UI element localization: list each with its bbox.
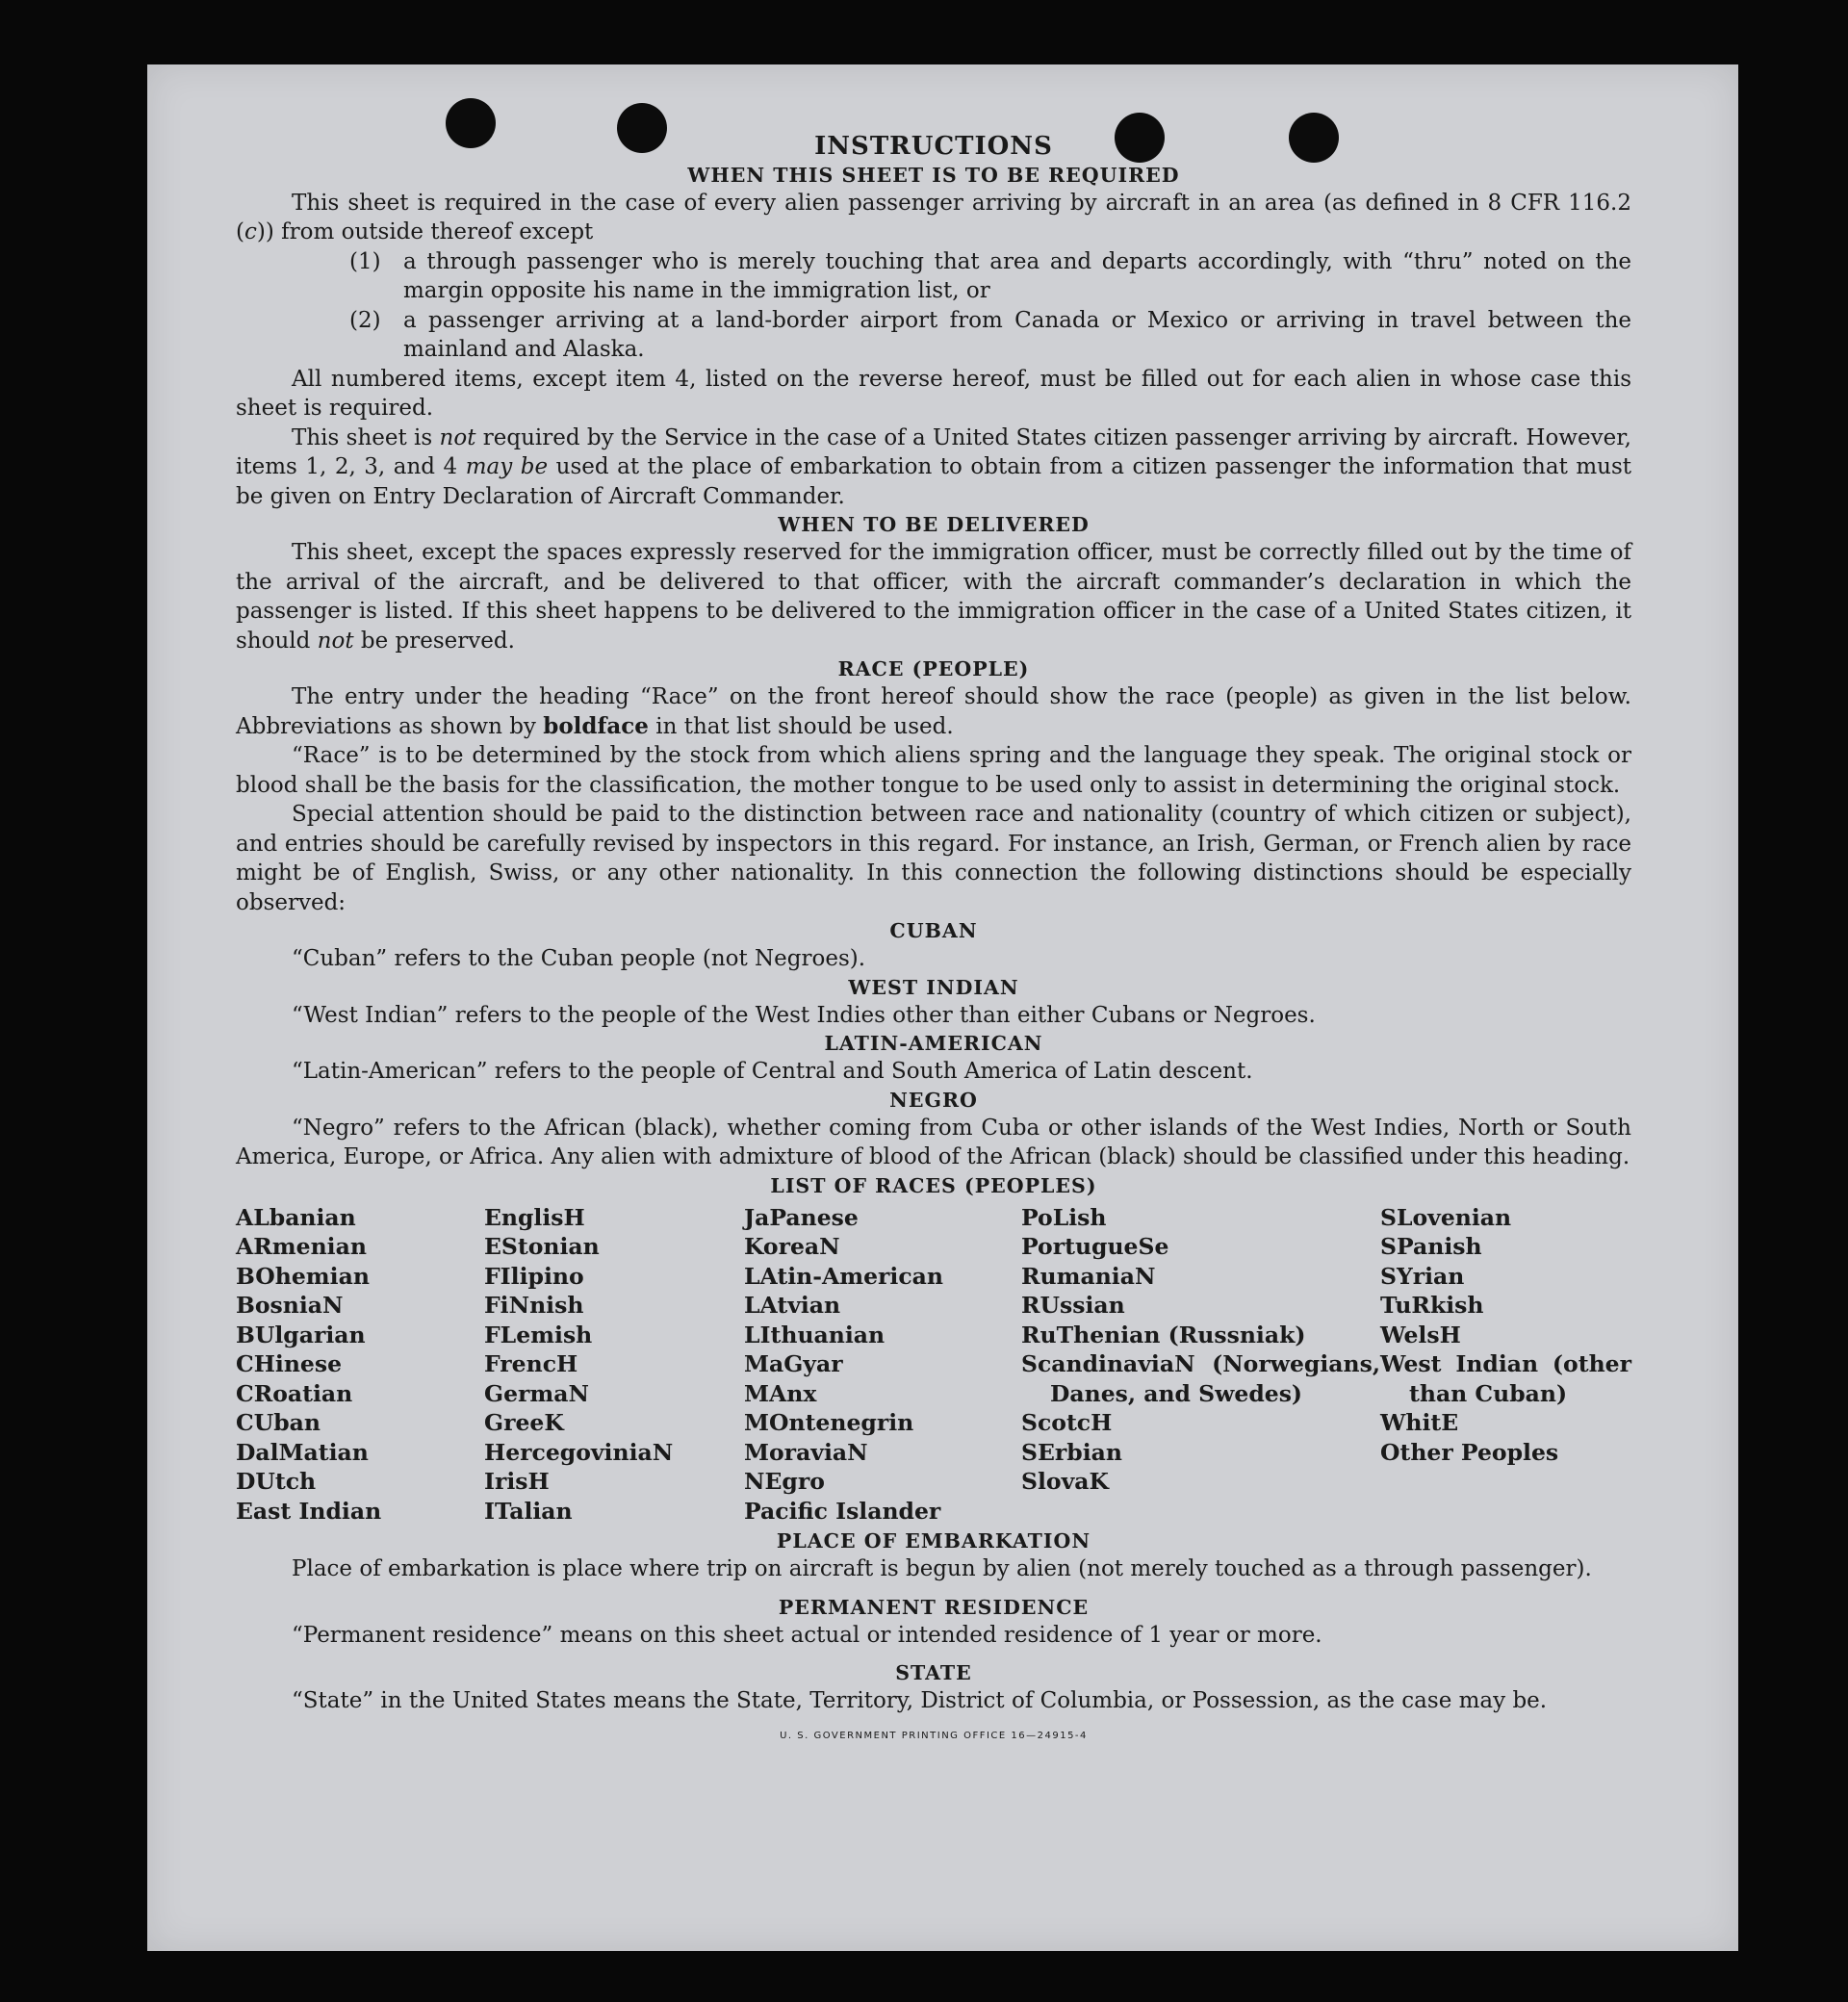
race-column-3 bbox=[744, 1203, 1021, 1527]
race-item: PoLish bbox=[1021, 1203, 1107, 1231]
item-text: a passenger arriving at a land-border airport from Canada or Mexico or arriving in travel between the mainland and Alaska. bbox=[403, 307, 1631, 362]
race-item: SYrian bbox=[1380, 1262, 1465, 1290]
paragraph: Special attention should be paid to the distinction between race and nationality (country of which citizen or subject), and entries should be carefully revised by inspectors in this regard. For instance, an Irish, German, or French alien by race might be of English, Swiss, or any other nationality. In this connection the following distinctions should be especially observed: bbox=[236, 802, 1631, 915]
paragraph bbox=[236, 538, 1631, 655]
section-heading: STATE bbox=[895, 1661, 972, 1684]
race-item: GermaN bbox=[484, 1379, 589, 1407]
race-item: SLovenian bbox=[1380, 1203, 1512, 1231]
race-item: SlovaK bbox=[1021, 1468, 1109, 1495]
race-item: DUtch bbox=[236, 1468, 317, 1495]
race-item: RUssian bbox=[1021, 1292, 1125, 1319]
race-item: LIthuanian bbox=[744, 1321, 886, 1348]
paragraph: “State” in the United States means the State, Territory, District of Columbia, or Possession, as the case may be. bbox=[292, 1688, 1548, 1713]
paragraph: “Race” is to be determined by the stock from which aliens spring and the language they speak. The original stock or blood shall be the basis for the classification, the mother tongue to be used only to assist in determining the original stock. bbox=[236, 743, 1631, 798]
race-item: ScotcH bbox=[1021, 1409, 1113, 1436]
race-item: Pacific Islander bbox=[744, 1497, 941, 1525]
paragraph: “Latin-American” refers to the people of Central and South America of Latin descent. bbox=[292, 1059, 1253, 1084]
race-item: TuRkish bbox=[1380, 1292, 1484, 1319]
text-span: in that list should be used. bbox=[648, 713, 954, 739]
italic-text: may be bbox=[465, 454, 549, 479]
race-item: RumaniaN bbox=[1021, 1262, 1156, 1290]
document-sheet bbox=[147, 64, 1738, 1951]
race-item: MaGyar bbox=[744, 1350, 843, 1377]
race-item: CHinese bbox=[236, 1350, 343, 1377]
race-item: ALbanian bbox=[236, 1203, 356, 1231]
section-heading: WEST INDIAN bbox=[848, 975, 1019, 999]
race-item: MOntenegrin bbox=[744, 1409, 914, 1436]
race-item: DalMatian bbox=[236, 1438, 369, 1466]
section-heading: WHEN THIS SHEET IS TO BE REQUIRED bbox=[687, 163, 1180, 187]
paragraph: All numbered items, except item 4, listed on the reverse hereof, must be filled out for each alien in whose case this sheet is required. bbox=[236, 366, 1631, 421]
section-heading: LIST OF RACES (PEOPLES) bbox=[770, 1173, 1097, 1197]
document-body bbox=[236, 132, 1631, 1751]
section-heading: PLACE OF EMBARKATION bbox=[776, 1529, 1091, 1553]
race-item: SPanish bbox=[1380, 1233, 1482, 1260]
section-heading: NEGRO bbox=[889, 1088, 978, 1112]
race-item: WhitE bbox=[1380, 1409, 1459, 1436]
italic-text: not bbox=[439, 424, 476, 450]
section-heading: WHEN TO BE DELIVERED bbox=[778, 513, 1090, 536]
section-heading: LATIN-AMERICAN bbox=[824, 1032, 1043, 1055]
race-item: PortugueSe bbox=[1021, 1233, 1169, 1260]
italic-text: not bbox=[317, 628, 354, 654]
race-item: SErbian bbox=[1021, 1438, 1122, 1466]
italic-text: c bbox=[244, 219, 257, 244]
race-item: FLemish bbox=[484, 1321, 593, 1348]
paragraph: “West Indian” refers to the people of the West Indies other than either Cubans or Negroes. bbox=[292, 1002, 1316, 1028]
paragraph: Place of embarkation is place where trip on aircraft is begun by alien (not merely touched as a through passenger). bbox=[292, 1556, 1592, 1581]
race-item: East Indian bbox=[236, 1497, 382, 1525]
race-column-2 bbox=[484, 1203, 744, 1527]
race-item: CRoatian bbox=[236, 1379, 353, 1407]
race-item: ARmenian bbox=[236, 1233, 367, 1260]
text-span: )) from outside thereof except bbox=[256, 219, 594, 244]
race-item: IrisH bbox=[484, 1468, 550, 1495]
race-item: MoraviaN bbox=[744, 1438, 868, 1466]
race-item: NEgro bbox=[744, 1468, 825, 1495]
race-item: BOhemian bbox=[236, 1262, 370, 1290]
race-list bbox=[236, 1203, 1631, 1527]
text-span: This sheet, except the spaces expressly reserved for the immigration officer, must be correctly filled out by the time of the arrival of the aircraft, and be delivered to that officer, with the aircraft commander’s declaration in which the passenger is listed. If this sheet happens to be delivered to the immigration officer in the case of a United States citizen, it should bbox=[236, 540, 1631, 654]
item-text: a through passenger who is merely touching that area and departs accordingly, with “thru” noted on the margin opposite his name in the immigration list, or bbox=[403, 248, 1631, 303]
list-item bbox=[349, 306, 1631, 365]
list-item bbox=[349, 247, 1631, 306]
section-heading: RACE (PEOPLE) bbox=[837, 657, 1030, 680]
race-item: BUlgarian bbox=[236, 1321, 366, 1348]
paragraph: “Permanent residence” means on this sheet actual or intended residence of 1 year or more. bbox=[292, 1622, 1322, 1648]
race-column-4 bbox=[1021, 1203, 1380, 1527]
paragraph bbox=[236, 424, 1631, 512]
item-number: (2) bbox=[349, 307, 381, 333]
race-item: JaPanese bbox=[744, 1203, 859, 1231]
race-item: EnglisH bbox=[484, 1203, 585, 1231]
race-column-5 bbox=[1380, 1203, 1631, 1527]
race-item: GreeK bbox=[484, 1409, 564, 1436]
race-item: Other Peoples bbox=[1380, 1438, 1559, 1466]
race-item: FiNnish bbox=[484, 1292, 584, 1319]
text-span: required by the Service in the case of a United States citizen passenger arriving by aircraft. However, items 1, 2, 3, and 4 bbox=[236, 424, 1631, 479]
paragraph: “Negro” refers to the African (black), whether coming from Cuba or other islands of the West Indies, North or South America, Europe, or Africa. Any alien with admixture of blood of the African (black) should be classified under this heading. bbox=[236, 1115, 1631, 1169]
race-item: FrencH bbox=[484, 1350, 578, 1377]
race-item: LAtin-American bbox=[744, 1262, 943, 1290]
paragraph bbox=[236, 682, 1631, 741]
race-item: CUban bbox=[236, 1409, 321, 1436]
paragraph bbox=[236, 189, 1631, 247]
race-item: FIlipino bbox=[484, 1262, 584, 1290]
race-column-1 bbox=[236, 1203, 484, 1527]
text-span: The entry under the heading “Race” on the front hereof should show the race (people) as given in the list below. Abbreviations as shown by bbox=[236, 684, 1631, 739]
race-item: ITalian bbox=[484, 1497, 573, 1525]
bold-text: boldface bbox=[543, 712, 649, 739]
race-item: WelsH bbox=[1380, 1321, 1461, 1348]
text-span: This sheet is required in the case of every alien passenger arriving by aircraft in an area (as defined in 8 CFR 116.2 ( bbox=[236, 190, 1631, 244]
section-heading: PERMANENT RESIDENCE bbox=[778, 1595, 1090, 1619]
race-item: ScandinaviaN (Norwegians, Danes, and Swedes) bbox=[1021, 1350, 1380, 1407]
text-span: be preserved. bbox=[353, 628, 515, 654]
race-item: LAtvian bbox=[744, 1292, 841, 1319]
section-heading: CUBAN bbox=[889, 919, 978, 942]
race-item: KoreaN bbox=[744, 1233, 840, 1260]
race-item: EStonian bbox=[484, 1233, 600, 1260]
race-item: BosniaN bbox=[236, 1292, 344, 1319]
race-item: HercegoviniaN bbox=[484, 1438, 674, 1466]
text-span: This sheet is bbox=[292, 424, 440, 450]
paragraph: “Cuban” refers to the Cuban people (not Negroes). bbox=[292, 946, 866, 971]
race-item: MAnx bbox=[744, 1379, 817, 1407]
item-number: (1) bbox=[349, 248, 381, 274]
page-title: INSTRUCTIONS bbox=[814, 132, 1053, 161]
race-item: West Indian (other than Cuban) bbox=[1380, 1350, 1631, 1407]
race-item: RuThenian (Russniak) bbox=[1021, 1321, 1306, 1348]
printer-imprint: U. S. GOVERNMENT PRINTING OFFICE 16—24915-4 bbox=[780, 1730, 1088, 1741]
text-span: used at the place of embarkation to obtain from a citizen passenger the information that must be given on Entry Declaration of Aircraft Commander. bbox=[236, 454, 1632, 509]
